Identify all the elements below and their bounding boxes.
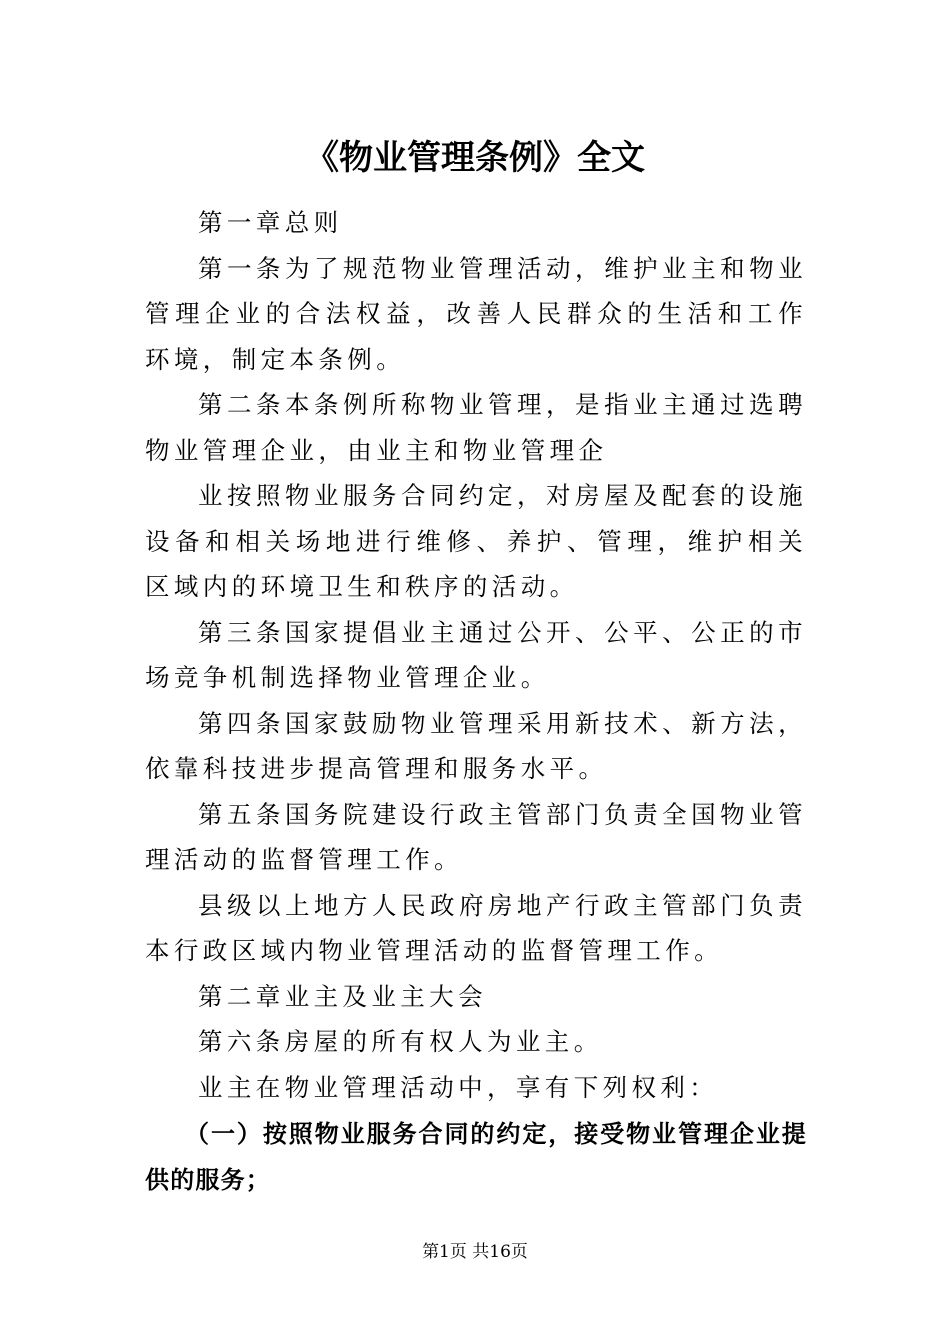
document-body: [145, 200, 807, 1203]
chapter-heading: 第二章业主及业主大会: [198, 981, 487, 1011]
page-number: 第1页 共16页: [422, 1242, 528, 1262]
article-paragraph: 县级以上地方人民政府房地产行政主管部门负责本行政区域内物业管理活动的监督管理工作。: [145, 890, 807, 965]
article-paragraph: 第四条国家鼓励物业管理采用新技术、新方法，依靠科技进步提高管理和服务水平。: [145, 708, 807, 783]
document-title: 《物业管理条例》全文: [305, 138, 645, 178]
list-item-paragraph: （一）按照物业服务合同的约定，接受物业管理企业提供的服务；: [145, 1120, 807, 1194]
article-paragraph: 第三条国家提倡业主通过公开、公平、公正的市场竞争机制选择物业管理企业。: [145, 617, 807, 692]
chapter-heading: 第一章总则: [198, 208, 343, 237]
article-paragraph: 第五条国务院建设行政主管部门负责全国物业管理活动的监督管理工作。: [145, 799, 807, 874]
article-paragraph: 第一条为了规范物业管理活动，维护业主和物业管理企业的合法权益，改善人民群众的生活和工作环境，制定本条例。: [145, 253, 807, 374]
article-paragraph: 业按照物业服务合同约定，对房屋及配套的设施设备和相关场地进行维修、养护、管理，维护相关区域内的环境卫生和秩序的活动。: [145, 481, 807, 601]
article-paragraph: 第六条房屋的所有权人为业主。: [198, 1027, 603, 1056]
article-paragraph: 第二条本条例所称物业管理，是指业主通过选聘物业管理企业，由业主和物业管理企: [145, 390, 807, 465]
article-paragraph: 业主在物业管理活动中，享有下列权利：: [198, 1072, 719, 1102]
